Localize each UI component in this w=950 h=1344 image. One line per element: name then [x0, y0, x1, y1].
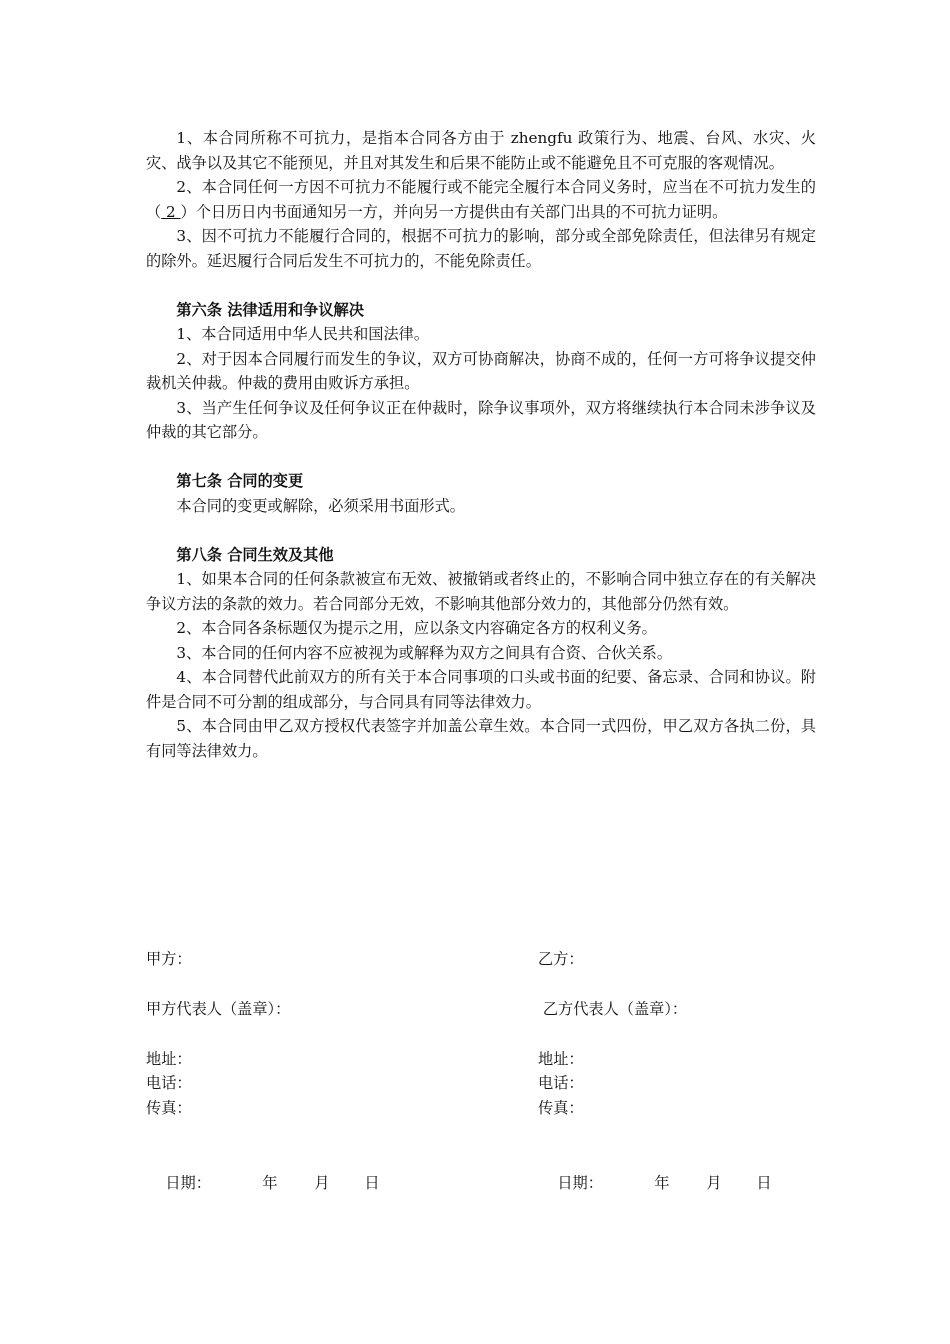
notice-days-value: 2: [161, 202, 181, 221]
force-majeure-clause-2: [146, 175, 816, 224]
article-7-title: 第七条 合同的变更: [176, 472, 304, 490]
party-a-fax-label: 传真：: [146, 1099, 192, 1117]
article-8-clause-1: 1、如果本合同的任何条款被宣布无效、被撤销或者终止的，不影响合同中独立存在的有关解决争议方法的条款的效力。若合同部分无效，不影响其他部分效力的，其他部分仍然有效。: [146, 570, 816, 613]
spacer: [146, 273, 816, 298]
party-a-representative-label: 甲方代表人（盖章）：: [146, 1000, 291, 1018]
party-b-date-row: [538, 1146, 772, 1220]
clause-2-text-before: 2、本合同任何一方因不可抗力不能履行或不能完全履行本合同义务时，应当在不可抗力发生的（: [146, 178, 816, 221]
party-b-phone-label: 电话：: [538, 1074, 584, 1092]
party-b-date-label: 日期：: [557, 1173, 603, 1192]
article-8-clause-3: 3、本合同的任何内容不应被视为或解释为双方之间具有合资、合伙关系。: [176, 643, 673, 662]
article-6-title: 第六条 法律适用和争议解决: [176, 300, 364, 319]
force-majeure-clause-3: 3、因不可抗力不能履行合同的，根据不可抗力的影响，部分或全部免除责任，但法律另有规定的除外。延迟履行合同后发生不可抗力的，不能免除责任。: [146, 227, 816, 270]
party-a-year-label: 年: [262, 1173, 278, 1192]
article-6-clause-1: 1、本合同适用中华人民共和国法律。: [176, 325, 430, 343]
party-a-label: 甲方：: [146, 950, 192, 968]
article-8-clause-2: 2、本合同各条标题仅为提示之用，应以条文内容确定各方的权利义务。: [176, 619, 657, 637]
party-b-address-label: 地址：: [538, 1050, 584, 1068]
party-a-day-label: 日: [364, 1173, 380, 1192]
party-a-date-row: [146, 1146, 380, 1220]
party-a-date-label: 日期：: [165, 1173, 211, 1192]
article-6-clause-3: 3、当产生任何争议及任何争议正在仲裁时，除争议事项外，双方将继续执行本合同未涉争议及仲裁的其它部分。: [146, 398, 816, 441]
party-b-year-label: 年: [654, 1173, 670, 1192]
contract-body: [146, 126, 816, 763]
party-b-month-label: 月: [706, 1173, 722, 1192]
article-6-clause-2: 2、对于因本合同履行而发生的争议，双方可协商解决，协商不成的，任何一方可将争议提交仲裁机关仲裁。仲裁的费用由败诉方承担。: [146, 349, 816, 392]
article-7-clause-1: 本合同的变更或解除，必须采用书面形式。: [176, 496, 465, 515]
clause-2-text-after: ）个日历日内书面通知另一方，并向另一方提供由有关部门出具的不可抗力证明。: [180, 202, 728, 221]
article-8-title: 第八条 合同生效及其他: [176, 545, 334, 564]
party-b-fax-label: 传真：: [538, 1099, 584, 1117]
spacer: [146, 445, 816, 470]
article-8-clause-5: 5、本合同由甲乙双方授权代表签字并加盖公章生效。本合同一式四份，甲乙双方各执二份，具有同等法律效力。: [146, 717, 816, 760]
article-8-clause-4: 4、本合同替代此前双方的所有关于本合同事项的口头或书面的纪要、备忘录、合同和协议。附件是合同不可分割的组成部分，与合同具有同等法律效力。: [146, 668, 816, 711]
party-a-month-label: 月: [314, 1173, 330, 1192]
party-b-representative-label: 乙方代表人（盖章）：: [538, 1000, 688, 1018]
spacer: [146, 518, 816, 543]
force-majeure-clause-1: 1、本合同所称不可抗力，是指本合同各方由于 zhengfu 政策行为、地震、台风、水灾、火灾、战争以及其它不能预见，并且对其发生和后果不能防止或不能避免且不可克服的客观情况。: [146, 129, 816, 172]
party-a-address-label: 地址：: [146, 1050, 192, 1068]
party-a-phone-label: 电话：: [146, 1074, 192, 1092]
party-b-label: 乙方：: [538, 950, 584, 968]
party-b-day-label: 日: [756, 1173, 772, 1192]
